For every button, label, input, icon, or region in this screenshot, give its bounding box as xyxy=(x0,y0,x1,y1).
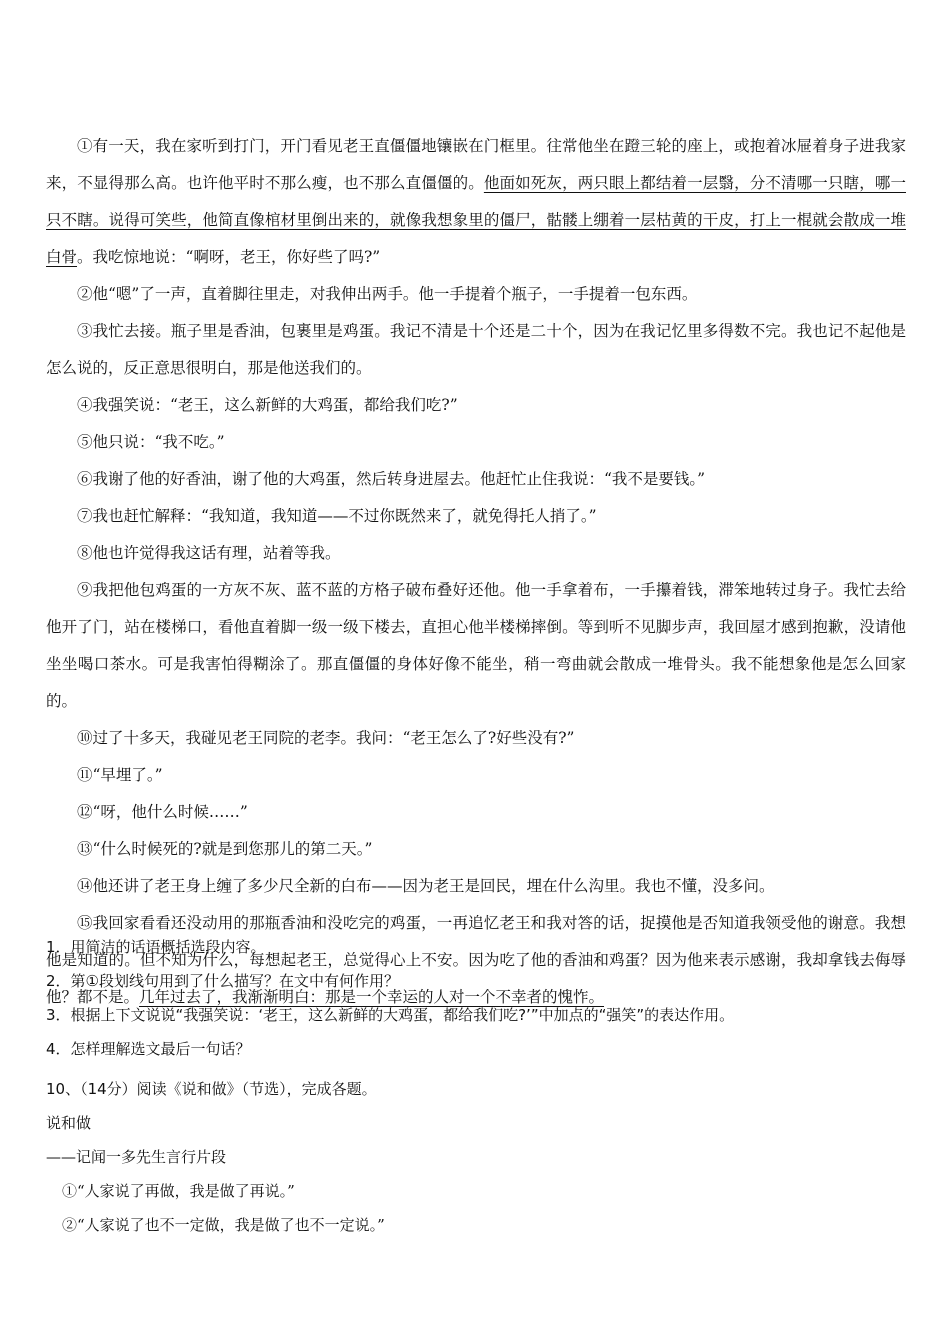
paragraph-2: ②他“嗯”了一声，直着脚往里走，对我伸出两手。他一手提着个瓶子，一手提着一包东西。 xyxy=(77,285,698,303)
question-2: 2．第①段划线句用到了什么描写？在文中有何作用？ xyxy=(46,972,399,990)
paragraph-1 xyxy=(46,128,906,276)
paragraph-15-text: ⑮我回家看看还没动用的那瓶香油和没吃完的鸡蛋，一再追忆老王和我对答的话，捉摸他是否知道我领受他的谢意。我想他是知道的。但不知为什么，每想起老王，总觉得心上不安。因为吃了他的香油和鸡蛋？因为他来表示感谢，我却拿钱去侮辱他？都不是。 xyxy=(46,914,906,1006)
paragraph-9: ⑨我把他包鸡蛋的一方灰不灰、蓝不蓝的方格子破布叠好还他。他一手拿着布，一手攥着钱，滞笨地转过身子。我忙去给他开了门，站在楼梯口，看他直着脚一级一级下楼去，直担心他半楼梯摔倒。等到听不见脚步声，我回屋才感到抱歉，没请他坐坐喝口茶水。可是我害怕得糊涂了。那直僵僵的身体好像不能坐，稍一弯曲就会散成一堆骨头。我不能想象他是怎么回家的。 xyxy=(46,581,906,710)
paragraph-14: ⑭他还讲了老王身上缠了多少尺全新的白布——因为老王是回民，埋在什么沟里。我也不懂，没多问。 xyxy=(77,877,775,895)
section-heading: 10、（14分）阅读《说和做》（节选），完成各题。 xyxy=(46,1080,377,1098)
paragraph-6: ⑥我谢了他的好香油，谢了他的大鸡蛋，然后转身进屋去。他赶忙止住我说：“我不是要钱。” xyxy=(77,470,706,488)
question-4: 4．怎样理解选文最后一句话？ xyxy=(46,1040,251,1058)
paragraph-10: ⑩过了十多天，我碰见老王同院的老李。我问：“老王怎么了?好些没有?” xyxy=(77,729,575,747)
paragraph-3: ③我忙去接。瓶子里是香油，包裹里是鸡蛋。我记不清是十个还是二十个，因为在我记忆里多得数不完。我也记不起他是怎么说的，反正意思很明白，那是他送我们的。 xyxy=(46,322,906,377)
paragraph-4: ④我强笑说：“老王，这么新鲜的大鸡蛋，都给我们吃?” xyxy=(77,396,458,414)
paragraph-1-text: ①有一天，我在家听到打门，开门看见老王直僵僵地镶嵌在门框里。往常他坐在蹬三轮的座上，或抱着冰屉着身子进我家来，不显得那么高。也许他平时不那么瘦，也不那么直僵僵的。 xyxy=(46,137,906,192)
article-paragraph-1: ①“人家说了再做，我是做了再说。” xyxy=(62,1182,295,1200)
paragraph-1-tail: 。我吃惊地说：“啊呀，老王，你好些了吗?” xyxy=(77,248,381,266)
paragraph-11: ⑪“早埋了。” xyxy=(77,766,163,784)
paragraph-12: ⑫“呀，他什么时候……” xyxy=(77,803,248,821)
paragraph-13: ⑬“什么时候死的?就是到您那儿的第二天。” xyxy=(77,840,373,858)
article-subtitle: ——记闻一多先生言行片段 xyxy=(46,1148,227,1166)
paragraph-7: ⑦我也赶忙解释：“我知道，我知道——不过你既然来了，就免得托人捎了。” xyxy=(77,507,597,525)
paragraph-5: ⑤他只说：“我不吃。” xyxy=(77,433,225,451)
article-title: 说和做 xyxy=(46,1114,92,1132)
question-list xyxy=(46,930,906,1066)
article-paragraph-2: ②“人家说了也不一定做，我是做了也不一定说。” xyxy=(62,1216,385,1234)
question-3: 3．根据上下文说说“我强笑说：‘老王，这么新鲜的大鸡蛋，都给我们吃?’”中加点的“强笑”的表达作用。 xyxy=(46,1006,735,1024)
underlined-sentence: 他面如死灰，两只眼上都结着一层翳，分不清哪一只瞎，哪一只不瞎。说得可笑些，他简直像棺材里倒出来的，就像我想象里的僵尸，骷髅上绷着一层枯黄的干皮，打上一棍就会散成一堆白骨 xyxy=(46,174,906,266)
last-sentence-underlined: 几年过去了，我渐渐明白：那是一个幸运的人对一个不幸者的愧怍。 xyxy=(139,988,605,1006)
section-10 xyxy=(46,1072,906,1242)
paragraph-8: ⑧他也许觉得我这话有理，站着等我。 xyxy=(77,544,341,562)
question-1: 1．用简洁的话语概括选段内容。 xyxy=(46,938,266,956)
reading-passage xyxy=(46,128,906,1016)
